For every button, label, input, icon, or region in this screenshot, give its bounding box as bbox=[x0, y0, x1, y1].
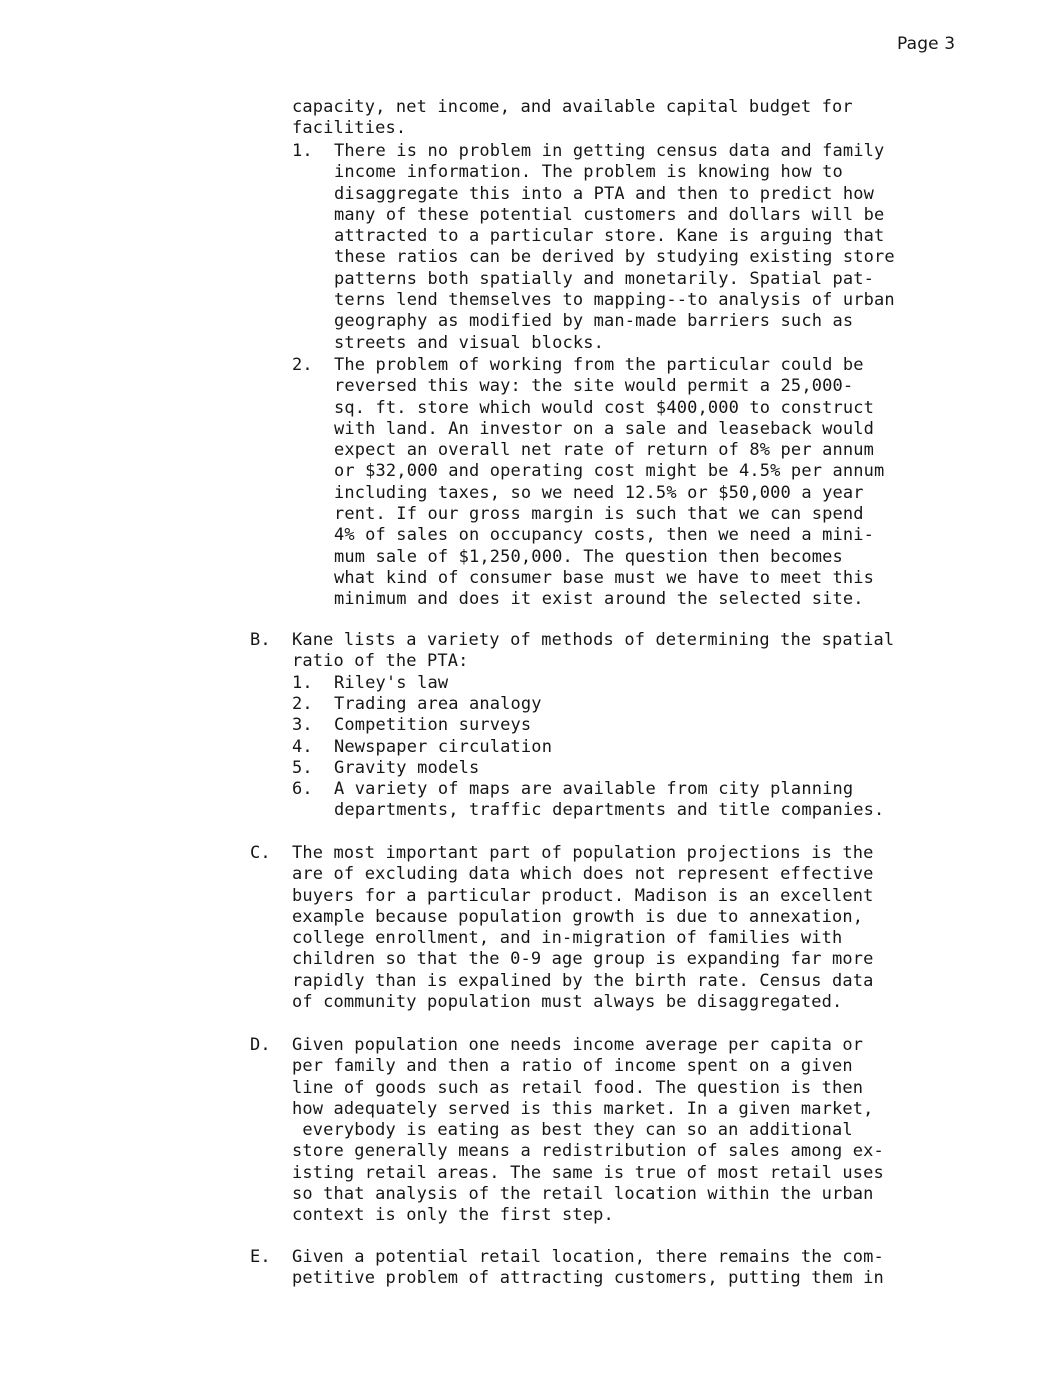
text-line: per family and then a ratio of income spent on a given bbox=[292, 1056, 853, 1077]
text-line: rapidly than is expalined by the birth rate. Census data bbox=[292, 970, 874, 991]
text-line: Trading area analogy bbox=[334, 694, 542, 714]
section-b-paragraph bbox=[292, 630, 952, 673]
text-line: There is no problem in getting census data and family bbox=[334, 141, 885, 161]
text-line: disaggregate this into a PTA and then to predict how bbox=[334, 183, 875, 204]
text-line: expect an overall net rate of return of 8% per annum bbox=[334, 440, 875, 461]
text-line: college enrollment, and in-migration of families with bbox=[292, 928, 843, 949]
list-item-number: 5. bbox=[292, 758, 313, 778]
list-item-text bbox=[334, 737, 934, 758]
text-line: including taxes, so we need 12.5% or $50,000 a year bbox=[334, 482, 864, 503]
text-line: patterns both spatially and monetarily. Spatial pat- bbox=[334, 268, 875, 289]
text-line: rent. If our gross margin is such that we can spend bbox=[334, 504, 864, 525]
list-item-number: 3. bbox=[292, 715, 313, 735]
text-line: reversed this way: the site would permit a 25,000- bbox=[334, 376, 854, 397]
text-line: terns lend themselves to mapping--to analysis of urban bbox=[334, 290, 895, 311]
text-line: Gravity models bbox=[334, 758, 480, 778]
list-item-number: 2. bbox=[292, 355, 313, 375]
text-line: example because population growth is due to annexation, bbox=[292, 906, 864, 927]
text-line: Newspaper circulation bbox=[334, 737, 553, 757]
text-line: everybody is eating as best they can so an additional bbox=[292, 1120, 853, 1141]
text-line: mum sale of $1,250,000. The question then becomes bbox=[334, 546, 843, 567]
list-item-text bbox=[334, 715, 934, 736]
text-line: how adequately served is this market. In a given market, bbox=[292, 1098, 874, 1119]
text-line: so that analysis of the retail location within the urban bbox=[292, 1184, 874, 1205]
text-line: ratio of the PTA: bbox=[292, 651, 469, 672]
text-line: line of goods such as retail food. The question is then bbox=[292, 1077, 864, 1098]
text-line: of community population must always be disaggregated. bbox=[292, 992, 843, 1013]
intro-paragraph bbox=[292, 97, 952, 140]
text-line: with land. An investor on a sale and leaseback would bbox=[334, 418, 875, 439]
text-line: Given a potential retail location, there remains the com- bbox=[292, 1247, 884, 1267]
section-d-paragraph bbox=[292, 1035, 952, 1227]
text-line: attracted to a particular store. Kane is arguing that bbox=[334, 226, 885, 247]
text-line: what kind of consumer base must we have to meet this bbox=[334, 567, 875, 588]
text-line: Kane lists a variety of methods of determining the spatial bbox=[292, 630, 895, 650]
text-line: sq. ft. store which would cost $400,000 to construct bbox=[334, 397, 875, 418]
text-line: many of these potential customers and dollars will be bbox=[334, 204, 885, 225]
text-line: Competition surveys bbox=[334, 715, 532, 735]
text-line: A variety of maps are available from city planning bbox=[334, 779, 854, 799]
list-item-number: 6. bbox=[292, 779, 313, 799]
section-c-paragraph bbox=[292, 843, 952, 1013]
section-letter-d: D. bbox=[250, 1035, 271, 1055]
text-line: Riley's law bbox=[334, 673, 449, 693]
list-item-number: 1. bbox=[292, 673, 313, 693]
text-line: streets and visual blocks. bbox=[334, 332, 605, 353]
list-item-text bbox=[334, 673, 934, 694]
list-item-text bbox=[334, 355, 934, 611]
section-e-paragraph bbox=[292, 1247, 952, 1290]
text-line: context is only the first step. bbox=[292, 1205, 614, 1226]
text-line: are of excluding data which does not represent effective bbox=[292, 864, 874, 885]
text-line: The problem of working from the particular could be bbox=[334, 355, 864, 375]
text-line: geography as modified by man-made barriers such as bbox=[334, 311, 854, 332]
list-item-number: 4. bbox=[292, 737, 313, 757]
text-line: income information. The problem is knowing how to bbox=[334, 162, 843, 183]
text-line: buyers for a particular product. Madison is an excellent bbox=[292, 885, 874, 906]
list-item-text bbox=[334, 758, 934, 779]
text-line: store generally means a redistribution of sales among ex- bbox=[292, 1141, 884, 1162]
text-line: minimum and does it exist around the selected site. bbox=[334, 589, 864, 610]
section-letter-c: C. bbox=[250, 843, 271, 863]
text-line: petitive problem of attracting customers, putting them in bbox=[292, 1268, 884, 1289]
list-item-number: 2. bbox=[292, 694, 313, 714]
text-line: or $32,000 and operating cost might be 4.5% per annum bbox=[334, 461, 885, 482]
list-item-number: 1. bbox=[292, 141, 313, 161]
text-line: these ratios can be derived by studying existing store bbox=[334, 247, 895, 268]
text-line: The most important part of population projections is the bbox=[292, 843, 874, 863]
text-line: departments, traffic departments and title companies. bbox=[334, 800, 885, 821]
page-number: Page 3 bbox=[897, 34, 956, 54]
section-letter-e: E. bbox=[250, 1247, 271, 1267]
section-letter-b: B. bbox=[250, 630, 271, 650]
text-line: 4% of sales on occupancy costs, then we need a mini- bbox=[334, 525, 875, 546]
text-line: Given population one needs income average per capita or bbox=[292, 1035, 864, 1055]
text-line: facilities. bbox=[292, 118, 407, 139]
list-item-text bbox=[334, 141, 934, 354]
text-line: children so that the 0-9 age group is expanding far more bbox=[292, 949, 874, 970]
text-line: capacity, net income, and available capital budget for bbox=[292, 97, 853, 117]
text-line: isting retail areas. The same is true of most retail uses bbox=[292, 1162, 884, 1183]
list-item-text bbox=[334, 694, 934, 715]
list-item-text bbox=[334, 779, 934, 822]
